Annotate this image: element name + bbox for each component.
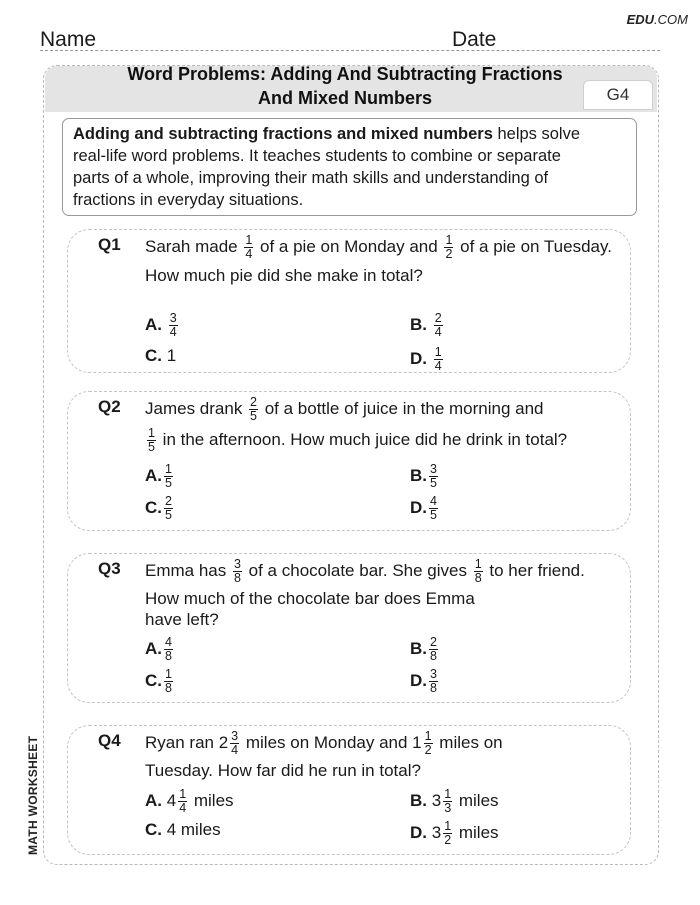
question-3-text-line-3: have left? bbox=[145, 610, 219, 629]
question-3-text: Emma has $\frac{3}{8}$ of a chocolate bar. She gives $\frac{1}{8}$ to her friend. bbox=[145, 557, 585, 585]
q2-option-a[interactable]: A. $\frac{1}{5}$ bbox=[145, 462, 172, 490]
question-2-text: James drank $\frac{2}{5}$ of a bottle of juice in the morning and bbox=[145, 395, 544, 423]
q4-option-a[interactable]: A. 4 $\frac{1}{4}$ miles bbox=[145, 787, 234, 815]
fraction: $\frac{2}{5}$ bbox=[250, 395, 257, 423]
side-label: MATH WORKSHEET bbox=[26, 735, 40, 855]
fraction: $\frac{1}{4}$ bbox=[245, 233, 253, 261]
name-label: Name bbox=[40, 28, 97, 51]
date-label: Date bbox=[452, 28, 497, 51]
brand-logo: EDU.COM bbox=[626, 12, 688, 27]
q1-option-d[interactable]: D. $\frac{1}{4}$ bbox=[410, 345, 442, 373]
question-4-number: Q4 bbox=[98, 731, 121, 750]
fraction: $\frac{1}{8}$ bbox=[474, 557, 482, 585]
question-3-text-line-2: How much of the chocolate bar does Emma bbox=[145, 589, 475, 608]
q3-option-b[interactable]: B. $\frac{2}{8}$ bbox=[410, 635, 437, 663]
question-3-number: Q3 bbox=[98, 559, 121, 578]
intro-box: Adding and subtracting fractions and mixed numbers helps solve real-life word problems. It teaches students to combine or separate parts of a whole, improving their math skills and understanding of fractions in everyday situations. bbox=[62, 118, 637, 216]
q2-option-d[interactable]: D. $\frac{4}{5}$ bbox=[410, 494, 437, 522]
name-date-line bbox=[40, 50, 660, 51]
q4-option-c[interactable]: C. 4 miles bbox=[145, 820, 221, 839]
title-line-1: Word Problems: Adding And Subtracting Fractions bbox=[127, 64, 563, 84]
name-date-header bbox=[40, 28, 660, 52]
title-line-2: And Mixed Numbers bbox=[257, 88, 433, 108]
fraction: $\frac{3}{8}$ bbox=[233, 557, 241, 585]
q3-option-d[interactable]: D. $\frac{3}{8}$ bbox=[410, 667, 437, 695]
intro-bold: Adding and subtracting fractions and mixed numbers bbox=[73, 125, 493, 143]
q1-option-c[interactable]: C. 1 bbox=[145, 346, 177, 365]
q1-option-b[interactable]: B. $\frac{2}{4}$ bbox=[410, 311, 442, 339]
question-1-text: Sarah made $\frac{1}{4}$ of a pie on Monday and $\frac{1}{2}$ of a pie on Tuesday. bbox=[145, 233, 612, 261]
grade-tab: G4 bbox=[583, 80, 653, 110]
fraction: $\frac{1}{5}$ bbox=[148, 426, 155, 454]
q4-option-d[interactable]: D. 3 $\frac{1}{2}$ miles bbox=[410, 819, 499, 847]
q4-option-b[interactable]: B. 3 $\frac{1}{3}$ miles bbox=[410, 787, 499, 815]
fraction: $\frac{1}{2}$ bbox=[424, 729, 432, 757]
q3-option-a[interactable]: A. $\frac{4}{8}$ bbox=[145, 635, 172, 663]
fraction: $\frac{1}{2}$ bbox=[445, 233, 453, 261]
fraction: $\frac{3}{4}$ bbox=[231, 729, 239, 757]
question-1-text-line-2: How much pie did she make in total? bbox=[145, 266, 423, 285]
question-2-number: Q2 bbox=[98, 397, 121, 416]
question-4-text-line-2: Tuesday. How far did he run in total? bbox=[145, 761, 421, 780]
q2-option-c[interactable]: C. $\frac{2}{5}$ bbox=[145, 494, 172, 522]
question-2-text-line-2: $\frac{1}{5}$ in the afternoon. How much juice did he drink in total? bbox=[148, 426, 568, 454]
question-4-text: Ryan ran 2 $\frac{3}{4}$ miles on Monday and 1 $\frac{1}{2}$ miles on bbox=[145, 729, 503, 757]
q1-option-a[interactable]: A. $\frac{3}{4}$ bbox=[145, 311, 177, 339]
q3-option-c[interactable]: C. $\frac{1}{8}$ bbox=[145, 667, 172, 695]
q2-option-b[interactable]: B. $\frac{3}{5}$ bbox=[410, 462, 437, 490]
question-1-number: Q1 bbox=[98, 235, 121, 254]
worksheet-title bbox=[95, 62, 595, 110]
